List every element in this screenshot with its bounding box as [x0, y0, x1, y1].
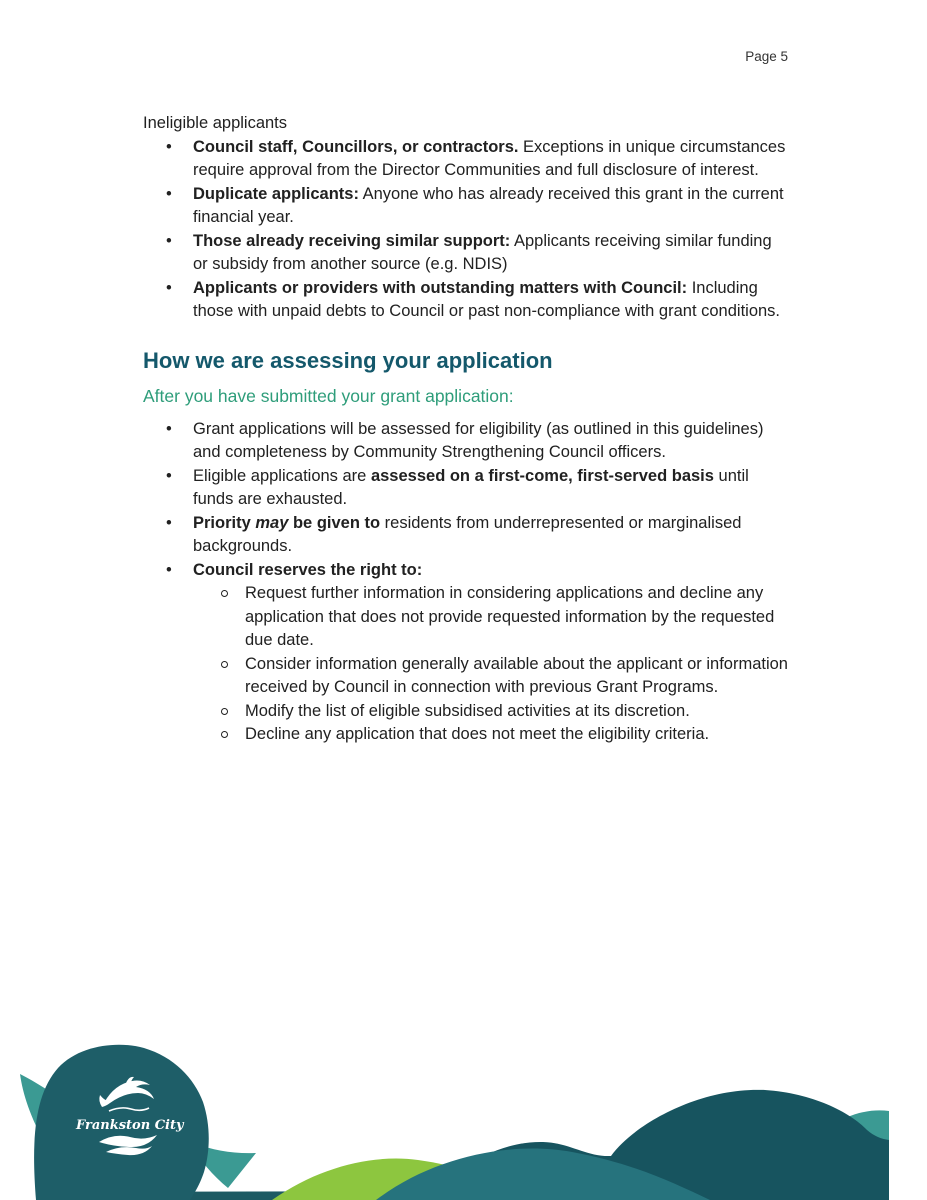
item-text: Eligible applications are — [193, 466, 371, 485]
list-item — [143, 559, 789, 747]
ineligible-list — [143, 136, 789, 324]
section-heading: How we are assessing your application — [143, 347, 553, 373]
list-item — [143, 512, 789, 559]
item-text: Decline any application that does not meet the eligibility criteria. — [245, 725, 710, 743]
list-item — [143, 230, 789, 277]
item-bold-italic-text: may — [255, 513, 289, 532]
item-bold-text: be given to — [288, 513, 385, 532]
ineligible-heading: Ineligible applicants — [143, 114, 288, 132]
list-item — [143, 277, 789, 324]
frankston-city-logo — [76, 1076, 184, 1162]
item-bold-text: Priority — [193, 513, 256, 532]
item-bold-text: Council staff, Councillors, or contractors. — [193, 137, 519, 156]
list-item — [143, 418, 789, 465]
item-bold-text: Those already receiving similar support: — [193, 231, 511, 250]
page-number: Page 5 — [745, 49, 788, 64]
list-item — [143, 183, 789, 230]
dolphin-icon — [97, 1076, 159, 1114]
list-item — [143, 465, 789, 512]
logo-wave-icon — [97, 1133, 159, 1157]
item-text: Including those with unpaid debts to Council or past non-compliance with grant conditions. — [193, 278, 781, 320]
assessing-list — [143, 418, 789, 747]
item-bold-text: Applicants or providers with outstanding matters with Council: — [193, 278, 688, 297]
item-text: Grant applications will be assessed for eligibility (as outlined in this guidelines) and completeness by Community Strengthening Council officers. — [193, 419, 764, 461]
assessing-sub-list — [193, 582, 789, 747]
document-content — [143, 112, 789, 747]
sub-list-item — [193, 653, 789, 700]
item-text: Exceptions in unique circumstances require approval from the Director Communities and full disclosure of interest. — [193, 137, 786, 179]
item-text: Anyone who has already received this grant in the current financial year. — [193, 184, 784, 226]
item-text: Consider information generally available about the applicant or information received by Council in connection with previous Grant Programs. — [245, 654, 788, 696]
footer-graphic — [20, 1040, 889, 1200]
sub-list-item — [193, 700, 789, 724]
item-bold-text: Council reserves the right to: — [193, 560, 423, 579]
sub-list-item — [193, 723, 789, 747]
item-bold-text: assessed on a first-come, first-served basis — [370, 466, 714, 485]
item-text: Applicants receiving similar funding or subsidy from another source (e.g. NDIS) — [193, 231, 772, 273]
logo-text: Frankston City — [76, 1118, 184, 1133]
item-text: until funds are exhausted. — [193, 466, 749, 508]
item-text: Modify the list of eligible subsidised activities at its discretion. — [245, 701, 690, 720]
item-bold-text: Duplicate applicants: — [193, 184, 359, 203]
sub-list-item — [193, 582, 789, 653]
list-item — [143, 136, 789, 183]
item-text: residents from underrepresented or marginalised backgrounds. — [193, 513, 742, 555]
section-subheading: After you have submitted your grant application: — [143, 385, 514, 406]
item-text: Request further information in considering applications and decline any application that does not provide requested information by the requested due date. — [245, 584, 775, 649]
